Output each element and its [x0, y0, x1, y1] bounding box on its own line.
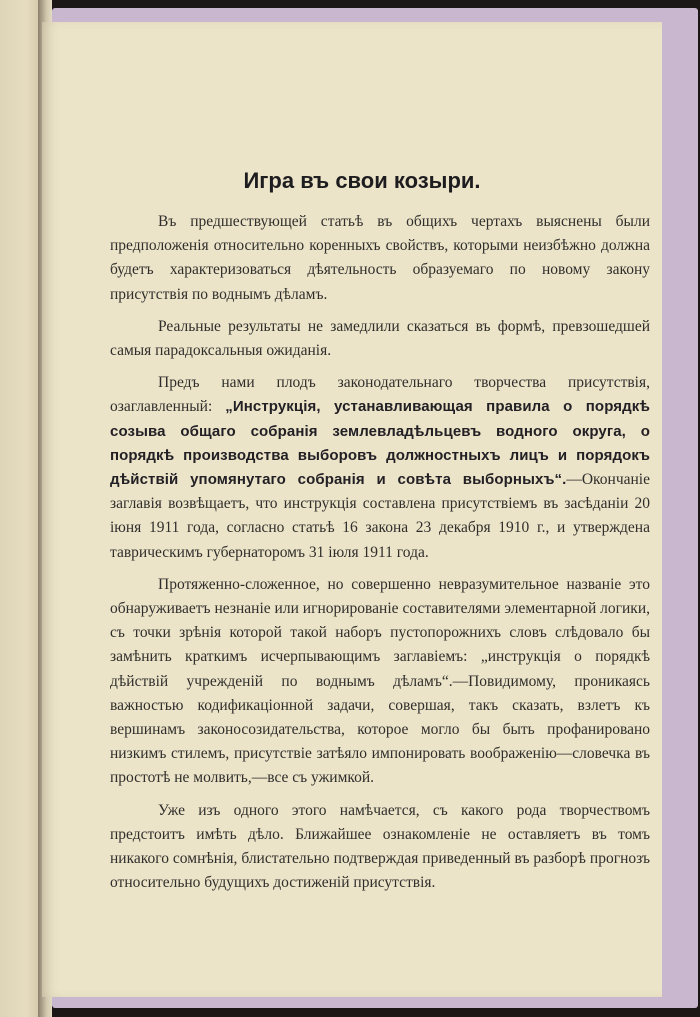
paragraph — [110, 210, 650, 307]
text-segment: Уже изъ одного этого намѣчается, съ какого рода творчествомъ предстоитъ имѣть дѣло. Ближайшее ознакомленіе не оставляетъ въ томъ никакого сомнѣнія, блистательно подтверждая приведенный въ разборѣ прогнозъ относительно будущихъ достиженій присутствія. — [110, 801, 650, 892]
book-page — [42, 22, 662, 997]
left-page-text-fragment — [2, 310, 42, 324]
text-segment: Протяженно-сложенное, но совершенно невразумительное названіе это обнаруживаетъ незнаніе или игнорированіе составителями элементарной логики, съ точки зрѣнія которой такой наборъ пустопорожнихъ словъ слѣдовало бы замѣнить краткимъ исчерпывающимъ заглавіемъ: „инструкція о порядкѣ дѣйствій учрежденій по воднымъ дѣламъ“.—Повидимому, проникаясь важностью кодификаціонной задачи, совершая, такъ сказать, взлетъ къ вершинамъ законосозидательства, которое могло бы быть профанировано низкимъ стилемъ, присутствіе затѣяло импонировать воображенію—словечка въ простотѣ не молвить,—все съ ужимкой. — [110, 575, 650, 787]
left-page-text-fragment — [2, 490, 42, 504]
text-segment: —Окончаніе заглавія возвѣщаетъ, что инструкція составлена присутствіемъ въ засѣданіи 20 іюня 1911 года, согласно статьѣ 16 закона 23 декабря 1910 г., и утверждена таврическимъ губернаторомъ 31 іюля 1911 года. — [110, 471, 650, 561]
paragraph — [110, 799, 650, 896]
text-segment: Предъ нами плодъ законодательнаго творчества присутствія, озаглавленный: — [110, 374, 650, 416]
left-page-text-fragment — [2, 760, 42, 774]
left-page-text-fragment — [2, 580, 42, 594]
left-page-text-fragment — [2, 850, 42, 864]
left-page-text-fragment — [2, 670, 42, 684]
text-segment: Реальные результаты не замедлили сказаться въ формѣ, превзошедшей самыя парадоксальныя ожиданія. — [110, 317, 650, 360]
body-text — [110, 210, 650, 903]
left-page-text-fragment — [2, 40, 42, 54]
bold-text-segment: „Инструкція, устанавливающая правила о порядкѣ созыва общаго собранія землевладѣльцевъ водного округа, о порядкѣ производства выборовъ должностныхъ лицъ и порядокъ дѣйствій упомянутаго собранія и совѣта выборныхъ“. — [110, 398, 650, 489]
text-segment: Въ предшествующей статьѣ въ общихъ чертахъ выяснены были предположенія относительно коренныхъ свойствъ, которыми неизбѣжно должна будетъ характеризоваться дѣятельность образуемаго по новому закону присутствія по воднымъ дѣламъ. — [110, 213, 650, 303]
left-page-text-fragment — [2, 220, 42, 234]
left-page-text-fragment — [2, 130, 42, 144]
paragraph — [110, 371, 650, 565]
left-page-text-fragment — [2, 400, 42, 414]
paragraph — [110, 315, 650, 363]
paragraph — [110, 573, 650, 791]
page-title: Игра въ свои козыри. — [243, 168, 481, 193]
